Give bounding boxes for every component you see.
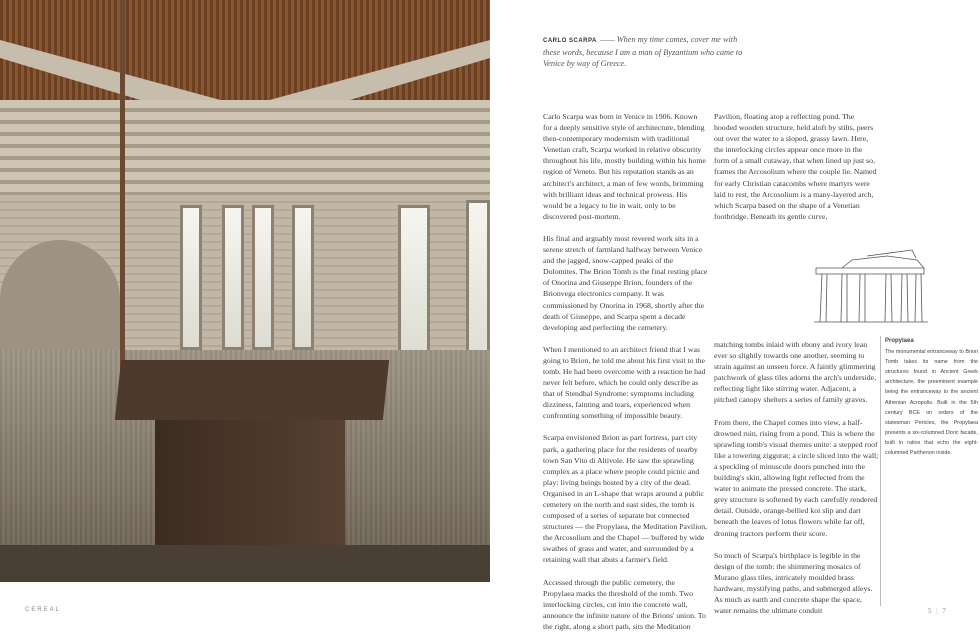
page-number-left: 5	[928, 607, 932, 615]
paragraph: Accessed through the public cemetery, the Propylaea marks the threshold of the tomb. Two interlocking circles, cut into the concrete wall, announce the infinite nature of the Brions' union. To the right, along a short path, sits the Meditation	[543, 577, 706, 631]
paragraph: Scarpa envisioned Brion as part fortress, part city park, a gathering place for the residents of nearby town San Vito di Altivole. He saw the sprawling complex as a place where people could picnic and play: living beings hosted by a city of the dead. Organised in an L-shape that wraps around a public cemetery on the north and east sides, the tomb is composed of a series of separate but connected structures — the Propylaea, the Meditation Pavilion, the Arcosolium and the Chapel — buffered by wide swathes of grass and water, and surrounded by a retaining wall that abuts a farmer's field.	[543, 433, 708, 565]
window	[180, 205, 202, 350]
paragraph: His final and arguably most revered work sits in a serene stretch of farmland halfway between Venice and the jagged, snow-capped peaks of the Dolomites. The Brion Tomb is the final resting place of Onorina and Giuseppe Brion, founders of the Brionvega electronics company. It was commissioned by Onorina in 1968, shortly after the death of Giuseppe, and Scarpa spent a decade developing and perfecting the cemetery.	[543, 233, 708, 332]
stepped-cornice	[0, 100, 490, 195]
paragraph: When I mentioned to an architect friend that I was going to Brion, he told me about his first visit to the tomb. He had been overcome with a reaction he had never felt before, which he could only describe as that of Stendhal Syndrome: symptoms including dizziness, fainting and tears, experienced when confronting something of impossible beauty.	[543, 344, 706, 421]
window	[466, 200, 490, 375]
window	[222, 205, 244, 350]
window	[252, 205, 274, 350]
floor-step	[0, 545, 490, 582]
article-column-3	[714, 339, 879, 627]
interior-photo	[0, 0, 490, 582]
wooden-ceiling	[0, 0, 490, 100]
article-column-1	[543, 111, 708, 643]
sidebar-body: The monumental entranceway to Brion Tomb takes its name from the structures found in Ancient Greek architecture, the preeminent example being the entranceway to the ancient Athenian Acropolis. Built in the 5th century BCE on orders of the statesman Pericles, the Propylaea presents a six-columned Doric facade, built in ratios that echo the eight-columned Parthenon inside.	[885, 349, 978, 457]
page-number-right: 7	[942, 607, 946, 615]
paragraph: So much of Scarpa's birthplace is legible in the design of the tomb: the shimmering mosaics of Murano glass tiles, intricately moulded brass hardware, mystifying paths, and submerged alleys. As much as earth and concrete shape the space, water remains the ultimate conduit	[714, 550, 873, 616]
quote-dash: ——	[599, 35, 615, 44]
paragraph: From there, the Chapel comes into view, a half-drowned ruin, rising from a pond. This is where the sprawling tomb's visual themes unite: a stepped roof like a towering ziggurat; a circle sliced into the wall; a speckling of minuscule doors punched into the building's skin, allowing light reflected from the water to animate the pressed concrete. The stark, grey structure is softened by each carefully rendered detail. Outside, orange-bellied koi slip and dart beneath the leaves of lotus flowers while far off, droning tractors perform their score.	[714, 417, 879, 538]
paragraph: matching tombs inlaid with ebony and ivory lean ever so slightly towards one another, seeming to strain against an unseen force. A faintly glimmering patchwork of glass tiles adorns the arch's underside, reflecting light like stirring water. Adjacent, a pitched canopy shelters a series of family graves.	[714, 340, 877, 405]
window	[398, 205, 430, 365]
paragraph: Carlo Scarpa was born in Venice in 1906. Known for a deeply sensitive style of architecture, blending then-contemporary modernism with traditional Venetian craft, Scarpa worked in relative obscurity throughout his life, mostly building within his home region of Veneto. But his reputation stands as an architect's architect, a man of few words, brimming with brilliant ideas and technical prowess. His would be a legacy to lie in wait, only to be discovered post-mortem.	[543, 112, 706, 221]
magazine-name: CEREAL	[25, 607, 62, 613]
quote-text: When my time comes, cover me with these words, because I am a man of Byzantium who came to Venice by way of Greece.	[543, 35, 743, 68]
sidebar-note	[880, 336, 978, 606]
sidebar-title: Propylaea	[885, 338, 914, 344]
article-column-2	[714, 111, 879, 233]
wooden-pole	[120, 0, 125, 400]
propylaea-sketch	[812, 246, 930, 326]
pull-quote	[543, 34, 748, 69]
table-base	[155, 420, 345, 550]
table-top	[115, 360, 389, 420]
page-separator: |	[936, 607, 938, 615]
quote-author: CARLO SCARPA	[543, 38, 597, 44]
window	[292, 205, 314, 350]
paragraph: Pavilion, floating atop a reflecting pond. The hooded wooden structure, held aloft by stilts, peers out over the water to a sloped, grassy lawn. Here, the interlocking circles appear once more in the form of a small cutaway, that when lined up just so, frames the Arcosolium where the couple lie. Named for early Christian catacombs where martyrs were laid to rest, the Arcosolium is a many-layered arch, which Scarpa based on the shape of a Venetian footbridge. Beneath its gentle curve,	[714, 112, 877, 221]
